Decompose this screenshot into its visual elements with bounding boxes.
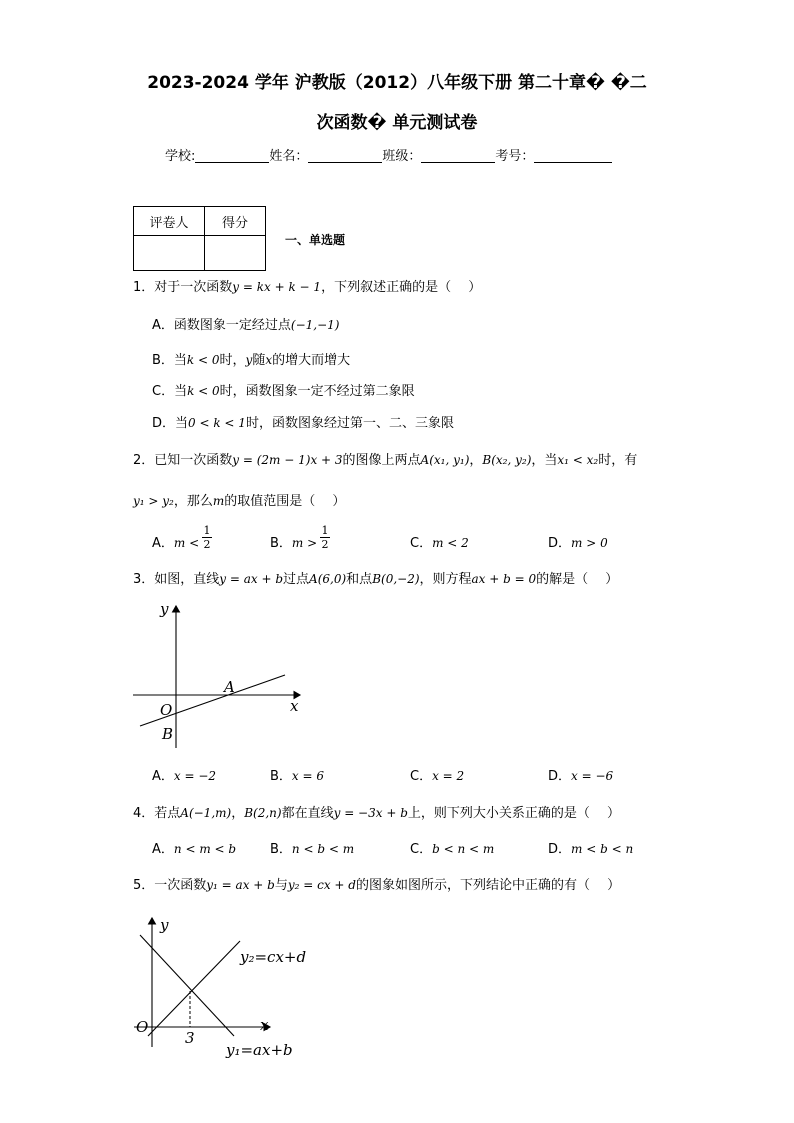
q2-option-b xyxy=(270,534,317,553)
reviewer-cell[interactable] xyxy=(134,236,205,271)
number-label: 考号： xyxy=(495,149,535,164)
q1-a-text: A．函数图象一定经过点 xyxy=(152,318,291,333)
q1-b-math-2: y xyxy=(245,353,253,367)
q2-d-math: m > 0 xyxy=(571,536,608,550)
q2-a-fraction xyxy=(202,524,212,551)
q5-y-label: y xyxy=(160,916,169,934)
q1-b-text-c: 随 xyxy=(252,353,266,368)
q2-formula-1: y = (2m − 1)x + 3 xyxy=(232,453,343,467)
score-table xyxy=(133,206,266,271)
question-3-stem xyxy=(133,570,618,589)
q1-text-b: ，下列叙述正确的是（ ） xyxy=(321,280,482,295)
q4-text-c: 都在直线 xyxy=(281,806,334,821)
q3-text-a: 3．如图，直线 xyxy=(133,572,220,587)
q2-option-c xyxy=(410,534,469,553)
name-label: 姓名： xyxy=(269,149,309,164)
q1-b-math-1: k < 0 xyxy=(186,353,220,367)
q2-option-d xyxy=(548,534,608,553)
q4-d-label: D． xyxy=(548,842,572,857)
title-line-1: 2023-2024 学年 沪教版（2012）八年级下册 第二十章� �二 xyxy=(147,73,647,93)
q5-text-b: 与 xyxy=(274,878,288,893)
q4-option-b xyxy=(270,840,354,859)
q3-text-b: 过点 xyxy=(283,572,310,587)
student-info-line xyxy=(165,145,612,164)
question-1-stem xyxy=(133,278,481,297)
q3-text-d: ，则方程 xyxy=(419,572,472,587)
q3-b-math: x = 6 xyxy=(291,769,325,783)
q2-b-label: B． xyxy=(270,536,292,551)
q1-d-text-a: D．当 xyxy=(152,416,189,431)
q3-option-b xyxy=(270,767,324,786)
class-label: 班级： xyxy=(382,149,422,164)
q4-option-a xyxy=(152,840,236,859)
q4-d-math: m < b < n xyxy=(571,842,634,856)
q5-figure xyxy=(128,912,333,1062)
q1-c-math: k < 0 xyxy=(187,384,220,398)
q1-c-text-b: 时，函数图象一定不经过第二象限 xyxy=(219,384,415,399)
q4-text-a: 4．若点 xyxy=(133,806,181,821)
q4-a-label: A． xyxy=(152,842,174,857)
name-blank[interactable] xyxy=(308,148,382,163)
school-blank[interactable] xyxy=(195,148,269,163)
q5-formula-2: y₂ = cx + d xyxy=(287,878,356,892)
q4-c-label: C． xyxy=(410,842,433,857)
section-heading: 一、单选题 xyxy=(285,233,346,247)
q4-option-d xyxy=(548,840,633,859)
q2-math-line2: y₁ > y₂ xyxy=(133,494,174,508)
q1-text-a: 1．对于一次函数 xyxy=(133,280,233,295)
q3-d-math: x = −6 xyxy=(571,769,614,783)
question-2-stem-line-2 xyxy=(133,492,345,511)
q5-y1-label: y₁=ax+b xyxy=(226,1041,293,1059)
q3-c-label: C． xyxy=(410,769,433,784)
q1-b-text-d: 的增大而增大 xyxy=(272,353,351,368)
q2-text-line2-b: 的取值范围是（ ） xyxy=(224,494,346,509)
q3-option-a xyxy=(152,767,216,786)
q1-c-text-a: C．当 xyxy=(152,384,188,399)
q3-option-c xyxy=(410,767,464,786)
score-header: 得分 xyxy=(205,207,266,236)
q1-b-math-3: x xyxy=(265,353,273,367)
q3-formula-4: ax + b = 0 xyxy=(471,572,537,586)
q4-text-d: 上，则下列大小关系正确的是（ ） xyxy=(407,806,621,821)
q3-formula-3: B(0,−2) xyxy=(372,572,420,586)
q1-b-text-b: 时， xyxy=(219,353,246,368)
q3-a-label: A． xyxy=(152,769,174,784)
q2-text-c: ， xyxy=(469,453,483,468)
q2-c-label: C． xyxy=(410,536,433,551)
q5-formula-1: y₁ = ax + b xyxy=(206,878,275,892)
q2-text-d: ，当 xyxy=(531,453,558,468)
q2-text-line2-a: ，那么 xyxy=(173,494,213,509)
q3-text-c: 和点 xyxy=(346,572,373,587)
q3-formula-1: y = ax + b xyxy=(219,572,284,586)
q3-c-math: x = 2 xyxy=(432,769,465,783)
q5-tick-3-label: 3 xyxy=(185,1029,195,1047)
q4-formula-1: A(−1,m) xyxy=(180,806,232,820)
number-blank[interactable] xyxy=(534,148,612,163)
q2-a-label: A． xyxy=(152,536,174,551)
q3-option-d xyxy=(548,767,613,786)
q2-a-math: m < xyxy=(173,536,200,550)
q4-b-label: B． xyxy=(270,842,292,857)
q1-a-math: (−1,−1) xyxy=(290,318,340,332)
q3-point-a-label: A xyxy=(224,678,235,696)
q1-d-math: 0 < k < 1 xyxy=(188,416,246,430)
q2-text-a: 2．已知一次函数 xyxy=(133,453,233,468)
question-4-stem xyxy=(133,804,620,823)
q4-formula-2: B(2,n) xyxy=(244,806,282,820)
q5-text-a: 5．一次函数 xyxy=(133,878,207,893)
q2-b-frac-den: 2 xyxy=(321,538,329,551)
q1-b-text-a: B．当 xyxy=(152,353,187,368)
q4-formula-3: y = −3x + b xyxy=(333,806,408,820)
q5-x-label: x xyxy=(260,1016,269,1034)
q3-y-label: y xyxy=(160,600,169,618)
q3-d-label: D． xyxy=(548,769,572,784)
q2-option-a xyxy=(152,534,199,553)
q2-b-math: m > xyxy=(291,536,318,550)
q2-d-label: D． xyxy=(548,536,572,551)
q3-figure xyxy=(128,598,313,758)
q4-text-b: ， xyxy=(231,806,245,821)
q2-text-e: 时，有 xyxy=(598,453,638,468)
q3-b-label: B． xyxy=(270,769,292,784)
q5-y2-label: y₂=cx+d xyxy=(240,948,307,966)
q1-option-a xyxy=(152,316,339,335)
question-5-stem xyxy=(133,876,620,895)
q2-b-frac-num: 1 xyxy=(321,524,329,537)
reviewer-header: 评卷人 xyxy=(134,207,205,236)
q1-d-text-b: 时，函数图象经过第一、二、三象限 xyxy=(245,416,454,431)
q2-a-frac-num: 1 xyxy=(203,524,211,537)
school-label: 学校: xyxy=(165,149,196,164)
q2-b-fraction xyxy=(320,524,330,551)
q3-formula-2: A(6,0) xyxy=(309,572,347,586)
q3-point-b-label: B xyxy=(162,725,174,743)
q1-option-c xyxy=(152,382,415,401)
q3-x-label: x xyxy=(290,697,299,715)
question-2-stem xyxy=(133,451,637,470)
q5-origin-label: O xyxy=(136,1018,149,1036)
q3-a-math: x = −2 xyxy=(173,769,217,783)
q3-origin-label: O xyxy=(160,701,173,719)
q5-line-y1 xyxy=(140,935,234,1036)
q2-c-math: m < 2 xyxy=(432,536,469,550)
title-line-2: 次函数� 单元测试卷 xyxy=(316,113,478,133)
q4-c-math: b < n < m xyxy=(432,842,495,856)
q3-text-e: 的解是（ ） xyxy=(536,572,619,587)
q4-option-c xyxy=(410,840,494,859)
q1-option-b xyxy=(152,351,350,370)
q2-formula-2: A(x₁, y₁) xyxy=(420,453,470,467)
q1-option-d xyxy=(152,414,454,433)
q1-formula: y = kx + k − 1 xyxy=(232,280,322,294)
q2-formula-4: x₁ < x₂ xyxy=(557,453,599,467)
class-blank[interactable] xyxy=(421,148,495,163)
q2-math-line2-m: m xyxy=(212,494,225,508)
q2-text-b: 的图像上两点 xyxy=(342,453,421,468)
q4-b-math: n < b < m xyxy=(291,842,355,856)
q2-formula-3: B(x₂, y₂) xyxy=(482,453,532,467)
q2-a-frac-den: 2 xyxy=(203,538,211,551)
q5-text-c: 的图象如图所示，下列结论中正确的有（ ） xyxy=(356,878,621,893)
q5-line-y2 xyxy=(148,941,240,1036)
q4-a-math: n < m < b xyxy=(173,842,237,856)
score-cell[interactable] xyxy=(205,236,266,271)
